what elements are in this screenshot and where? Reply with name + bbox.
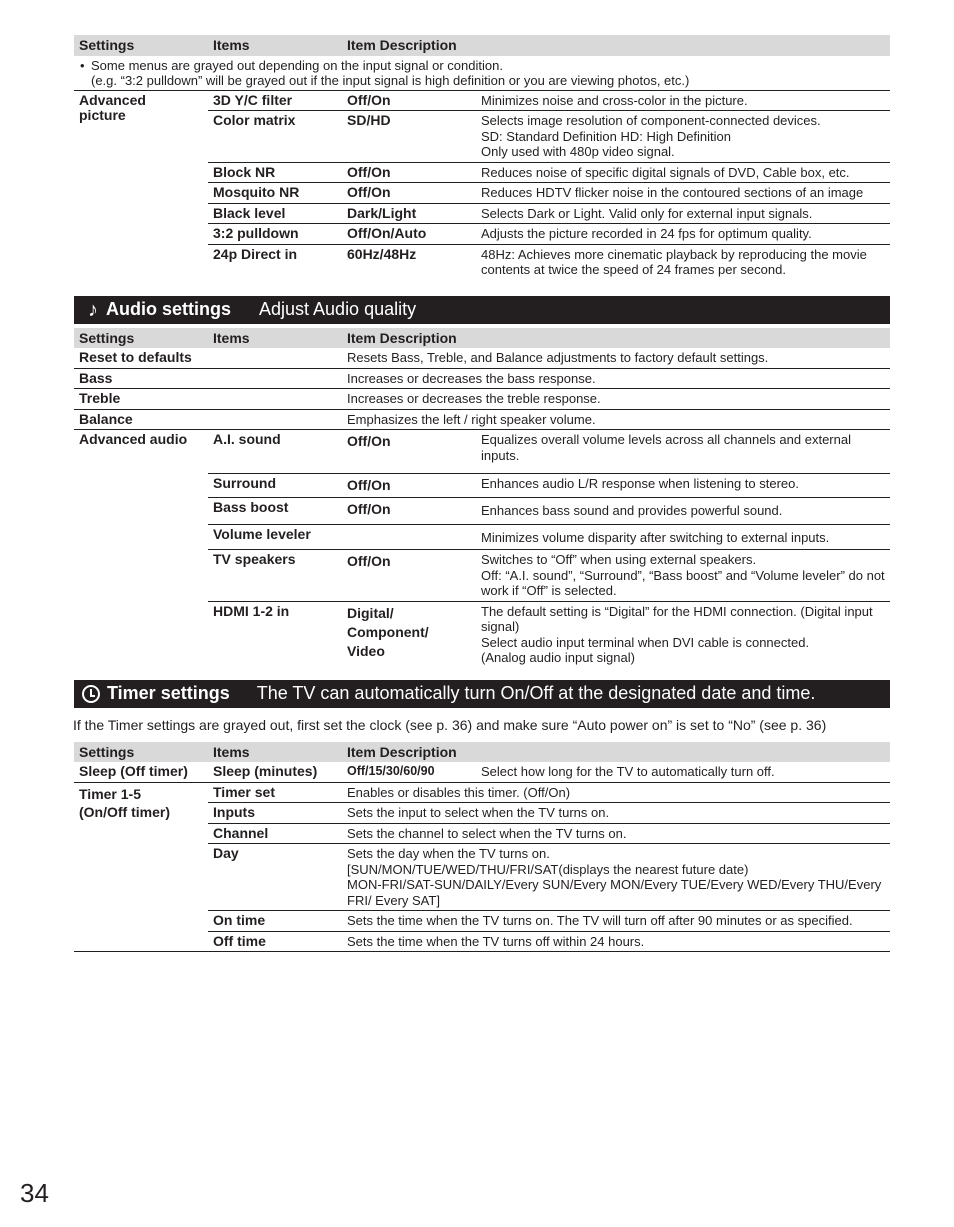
header-settings: Settings <box>74 35 208 56</box>
table-row <box>74 389 890 410</box>
item-value: Dark/Light <box>342 203 476 224</box>
item-name: Volume leveler <box>208 524 342 550</box>
manual-content <box>74 35 890 952</box>
item-description: Sets the channel to select when the TV turns on. <box>342 823 890 844</box>
item-description: Adjusts the picture recorded in 24 fps for optimum quality. <box>476 224 890 245</box>
page-number: 34 <box>20 1178 49 1208</box>
item-name: Sleep (minutes) <box>208 762 342 782</box>
advanced-picture-table <box>74 35 890 288</box>
audio-settings-bar <box>74 296 890 324</box>
item-name: Surround <box>208 474 342 498</box>
item-value <box>342 524 476 550</box>
timer-settings-title: Timer settings <box>107 683 230 703</box>
header-items: Items <box>208 328 342 349</box>
item-name: Black level <box>208 203 342 224</box>
item-value: Off/On <box>342 498 476 525</box>
timer-settings-subtitle: The TV can automatically turn On/Off at the designated date and time. <box>256 683 816 703</box>
item-name: Timer set <box>213 783 275 800</box>
item-value: Off/On <box>342 430 476 474</box>
item-value: Off/On <box>342 550 476 602</box>
item-name: Mosquito NR <box>208 183 342 204</box>
item-name: On time <box>208 911 342 932</box>
group-name: Advanced picture <box>74 90 208 288</box>
item-name: Color matrix <box>208 111 342 163</box>
timer-settings-bar <box>74 680 890 708</box>
table-header <box>74 328 890 349</box>
audio-settings-table <box>74 328 890 670</box>
timer-settings-table <box>74 742 890 953</box>
item-description: The default setting is “Digital” for the HDMI connection. (Digital input signal) Select audio input terminal when DVI cable is connected. (Analog audio input signal) <box>476 601 890 670</box>
item-value: Digital/ Component/ Video <box>342 601 476 670</box>
item-name: Off time <box>208 931 342 952</box>
item-description: Sets the day when the TV turns on. [SUN/MON/TUE/WED/THU/FRI/SAT(displays the nearest future date) MON-FRI/SAT-SUN/DAILY/Every SUN/Every MON/Every TUE/Every WED/Every THU/Every FRI/ Every SAT] <box>342 844 890 911</box>
item-name: TV speakers <box>208 550 342 602</box>
item-description: Enhances bass sound and provides powerful sound. <box>476 498 890 525</box>
table-row <box>74 762 890 782</box>
table-row <box>74 348 890 368</box>
item-description: Enhances audio L/R response when listening to stereo. <box>476 474 890 498</box>
header-description: Item Description <box>342 742 890 763</box>
header-items: Items <box>208 35 342 56</box>
item-description: Equalizes overall volume levels across all channels and external inputs. <box>476 430 890 474</box>
item-name: Block NR <box>208 162 342 183</box>
item-description: Increases or decreases the treble response. <box>342 389 890 410</box>
item-description: Selects image resolution of component-connected devices. SD: Standard Definition HD: High Definition Only used with 480p video signal. <box>476 111 890 163</box>
item-description: 48Hz: Achieves more cinematic playback by reproducing the movie contents at twice the speed of 24 frames per second. <box>476 244 890 288</box>
setting-name: Balance <box>74 409 342 430</box>
group-name: Timer 1-5 (On/Off timer) <box>74 782 208 952</box>
item-name: Bass boost <box>208 498 342 525</box>
setting-name: Treble <box>74 389 342 410</box>
item-description: Reduces noise of specific digital signals of DVD, Cable box, etc. <box>476 162 890 183</box>
note-line-2: (e.g. “3:2 pulldown” will be grayed out if the input signal is high definition or you are viewing photos, etc.) <box>91 73 690 88</box>
item-description: Increases or decreases the bass response. <box>342 368 890 389</box>
item-description: Selects Dark or Light. Valid only for external input signals. <box>476 203 890 224</box>
note-line-1: Some menus are grayed out depending on the input signal or condition. <box>91 57 503 73</box>
header-description: Item Description <box>342 35 890 56</box>
item-name: 3:2 pulldown <box>208 224 342 245</box>
item-description: Sets the time when the TV turns on. The TV will turn off after 90 minutes or as specified. <box>342 911 890 932</box>
item-value: Off/On <box>342 183 476 204</box>
header-items: Items <box>208 742 342 763</box>
item-description: Minimizes noise and cross-color in the picture. <box>476 90 890 111</box>
header-description: Item Description <box>342 328 890 349</box>
table-header <box>74 742 890 763</box>
item-value: Off/On/Auto <box>342 224 476 245</box>
item-value: 60Hz/48Hz <box>342 244 476 288</box>
item-description: Switches to “Off” when using external speakers. Off: “A.I. sound”, “Surround”, “Bass boost” and “Volume leveler” do not work if “Off” is selected. <box>476 550 890 602</box>
item-description: Emphasizes the left / right speaker volume. <box>342 409 890 430</box>
group-name: Advanced audio <box>74 430 208 670</box>
item-description: Resets Bass, Treble, and Balance adjustments to factory default settings. <box>347 350 769 365</box>
table-header <box>74 35 890 56</box>
table-row <box>74 409 890 430</box>
clock-icon <box>82 685 100 703</box>
item-description: Enables or disables this timer. (Off/On) <box>347 784 571 800</box>
item-name: 24p Direct in <box>208 244 342 288</box>
item-description: Sets the input to select when the TV turns on. <box>342 803 890 824</box>
item-name: Channel <box>208 823 342 844</box>
item-name: 3D Y/C filter <box>208 90 342 111</box>
item-description: Reduces HDTV flicker noise in the contoured sections of an image <box>476 183 890 204</box>
item-value: Off/15/30/60/90 <box>342 762 476 782</box>
audio-settings-subtitle: Adjust Audio quality <box>259 299 417 319</box>
table-row <box>74 368 890 389</box>
audio-settings-title: Audio settings <box>106 299 231 319</box>
item-description: Sets the time when the TV turns off within 24 hours. <box>342 931 890 952</box>
header-settings: Settings <box>74 328 208 349</box>
item-value: SD/HD <box>342 111 476 163</box>
header-settings: Settings <box>74 742 208 763</box>
note-row <box>74 56 890 91</box>
item-name: A.I. sound <box>208 430 342 474</box>
timer-note: If the Timer settings are grayed out, first set the clock (see p. 36) and make sure “Auto power on” is set to “No” (see p. 36) <box>73 716 827 733</box>
item-description: Minimizes volume disparity after switching to external inputs. <box>476 524 890 550</box>
note: • Some menus are grayed out depending on the input signal or condition. (e.g. “3:2 pulldown” will be grayed out if the input signal is high definition or you are viewing photos, etc.) <box>74 56 890 90</box>
table-row <box>74 782 890 803</box>
item-description: Select how long for the TV to automatically turn off. <box>476 762 890 782</box>
item-name: Inputs <box>208 803 342 824</box>
item-value: Off/On <box>342 90 476 111</box>
table-row <box>74 90 890 111</box>
setting-name: Reset to defaults <box>79 349 192 365</box>
item-value: Off/On <box>342 474 476 498</box>
item-value: Off/On <box>342 162 476 183</box>
item-name: HDMI 1-2 in <box>208 601 342 670</box>
item-name: Day <box>208 844 342 911</box>
setting-name: Sleep (Off timer) <box>74 762 208 782</box>
table-row <box>74 430 890 474</box>
music-note-icon: ♪ <box>88 298 98 321</box>
setting-name: Bass <box>74 368 342 389</box>
